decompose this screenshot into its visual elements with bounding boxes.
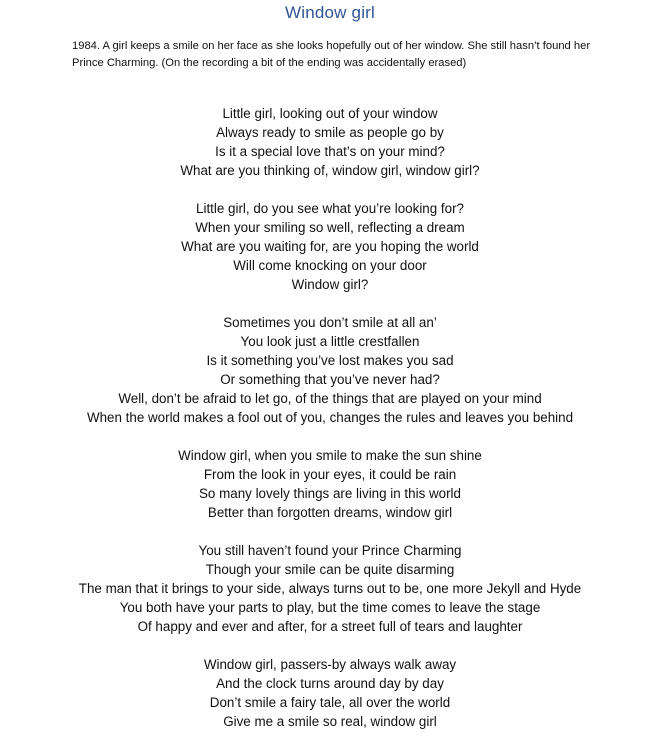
- stanza: [0, 655, 660, 731]
- lyric-line: Window girl, passers-by always walk away: [203, 657, 457, 672]
- lyric-line: Will come knocking on your door: [233, 258, 427, 273]
- lyric-line: The man that it brings to your side, always turns out to be, one more Jekyll and Hyde: [78, 581, 582, 596]
- lyric-line: Give me a smile so real, window girl: [223, 714, 437, 729]
- lyric-line: Window girl, when you smile to make the sun shine: [178, 448, 482, 463]
- lyric-line: Of happy and ever and after, for a street full of tears and laughter: [137, 619, 523, 634]
- stanza: [0, 446, 660, 522]
- lyric-line: You both have your parts to play, but the time comes to leave the stage: [119, 600, 541, 615]
- lyric-line: When the world makes a fool out of you, changes the rules and leaves you behind: [86, 410, 574, 425]
- lyric-line: What are you waiting for, are you hoping the world: [181, 239, 479, 254]
- page-title: Window girl: [284, 3, 376, 22]
- lyric-line: And the clock turns around day by day: [216, 676, 444, 691]
- lyric-line: You look just a little crestfallen: [240, 334, 420, 349]
- lyric-line: From the look in your eyes, it could be rain: [203, 467, 457, 482]
- stanza: [0, 199, 660, 294]
- lyric-line: Or something that you’ve never had?: [220, 372, 440, 387]
- stanza: [0, 104, 660, 180]
- lyric-line: Little girl, looking out of your window: [222, 106, 438, 121]
- lyric-line: Better than forgotten dreams, window girl: [207, 505, 453, 520]
- lyrics: [0, 104, 660, 750]
- lyric-line: What are you thinking of, window girl, window girl?: [180, 163, 480, 178]
- lyric-line: Well, don’t be afraid to let go, of the things that are played on your mind: [118, 391, 542, 406]
- lyric-line: Is it something you’ve lost makes you sad: [206, 353, 454, 368]
- lyric-line: Window girl?: [291, 277, 369, 292]
- lyric-line: You still haven’t found your Prince Charming: [198, 543, 462, 558]
- lyric-line: So many lovely things are living in this world: [199, 486, 461, 501]
- stanza: [0, 313, 660, 427]
- stanza: [0, 541, 660, 636]
- lyric-line: Always ready to smile as people go by: [216, 125, 444, 140]
- lyric-line: Little girl, do you see what you’re looking for?: [196, 201, 464, 216]
- lyric-line: When your smiling so well, reflecting a dream: [195, 220, 465, 235]
- lyric-line: Though your smile can be quite disarming: [205, 562, 455, 577]
- lyric-line: Sometimes you don’t smile at all an’: [223, 315, 437, 330]
- intro-paragraph: 1984. A girl keeps a smile on her face as she looks hopefully out of her window. She still hasn’t found her Prince Charming. (On the recording a bit of the ending was accidentally erased): [72, 40, 591, 69]
- lyric-line: Is it a special love that’s on your mind?: [215, 144, 445, 159]
- lyric-line: Don’t smile a fairy tale, all over the world: [209, 695, 451, 710]
